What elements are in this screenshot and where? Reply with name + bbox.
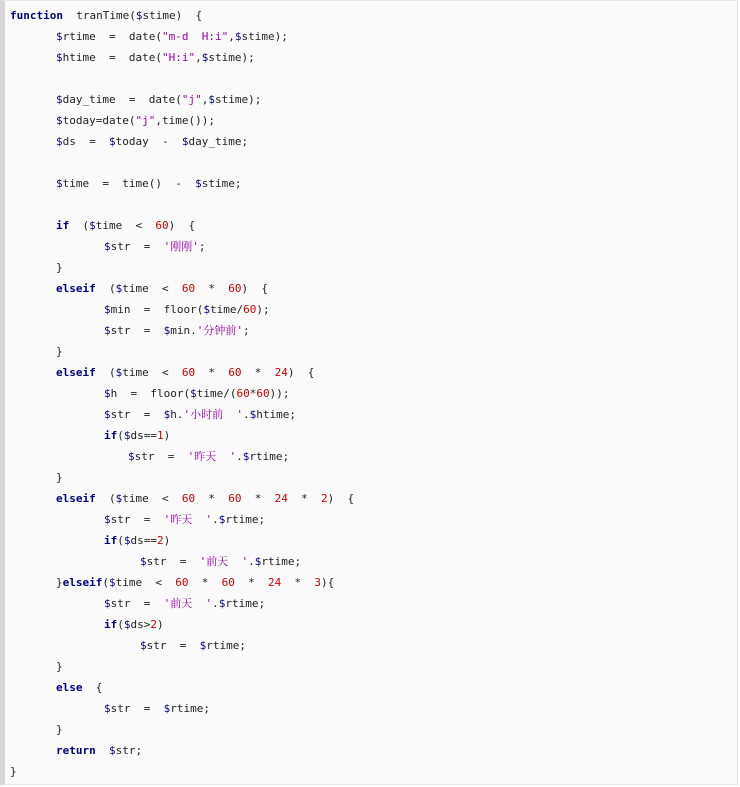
code-token: time/( xyxy=(196,387,237,400)
code-token: ds== xyxy=(130,534,157,547)
code-token: stime); xyxy=(241,30,288,43)
code-token: * xyxy=(195,492,229,505)
code-token: } xyxy=(56,660,63,673)
code-token: htime = date( xyxy=(62,51,162,64)
code-token: time/ xyxy=(209,303,244,316)
code-token: $ xyxy=(128,450,135,463)
code-token: 24 xyxy=(267,576,282,589)
code-token: if xyxy=(104,534,118,547)
code-token: elseif xyxy=(56,366,96,379)
code-token: )); xyxy=(269,387,290,400)
code-token: elseif xyxy=(56,282,96,295)
code-line xyxy=(56,89,261,110)
code-token: 1 xyxy=(157,429,164,442)
code-token: 60 xyxy=(236,387,250,400)
code-token: today=date( xyxy=(62,114,136,127)
code-token: time < xyxy=(122,282,182,295)
code-line xyxy=(104,383,289,404)
code-token: $ xyxy=(135,9,143,22)
code-token: rtime; xyxy=(261,555,302,568)
code-token: , xyxy=(228,30,235,43)
code-token: stime); xyxy=(214,93,262,106)
code-token: 60 xyxy=(228,282,242,295)
code-token: $ xyxy=(89,219,96,232)
code-token: h = floor( xyxy=(110,387,191,400)
code-token: $ xyxy=(218,597,226,610)
code-token: $ xyxy=(56,30,63,43)
code-token: $ xyxy=(115,366,123,379)
code-line xyxy=(56,47,255,68)
code-token: ( xyxy=(102,576,109,589)
code-token: ( xyxy=(117,618,124,631)
code-line xyxy=(56,740,142,761)
code-token: stime; xyxy=(201,177,242,190)
code-token: $ xyxy=(104,702,111,715)
code-token: $ xyxy=(201,51,209,64)
code-token: $ xyxy=(56,135,63,148)
code-token: '前天 ' xyxy=(199,555,249,568)
code-token: ( xyxy=(95,492,116,505)
code-token: $ xyxy=(108,135,116,148)
code-token: ; xyxy=(198,240,206,253)
code-token: time < xyxy=(122,492,182,505)
code-token: 60 xyxy=(155,219,169,232)
code-token: * xyxy=(188,576,222,589)
code-token: str = xyxy=(146,639,200,652)
code-token: str = xyxy=(110,702,164,715)
code-token: } xyxy=(56,261,63,274)
code-token: str = xyxy=(110,408,164,421)
code-token: 60 xyxy=(228,492,242,505)
code-token: if xyxy=(104,429,118,442)
code-token: "m-d H:i" xyxy=(161,30,229,43)
code-line xyxy=(56,362,314,383)
code-token: $ xyxy=(242,450,250,463)
code-token: $ xyxy=(123,618,131,631)
code-token: rtime; xyxy=(170,702,210,715)
code-token: if xyxy=(104,618,118,631)
code-token: today - xyxy=(115,135,182,148)
code-token: 24 xyxy=(274,492,288,505)
code-token: str = xyxy=(110,513,164,526)
code-token: "j" xyxy=(135,114,156,127)
code-token: . xyxy=(212,513,219,526)
code-line xyxy=(56,656,63,677)
code-token: 60 xyxy=(175,576,189,589)
code-token: time < xyxy=(115,576,176,589)
code-token: ) { xyxy=(327,492,355,505)
code-line xyxy=(10,761,17,782)
code-token: str; xyxy=(115,744,143,757)
code-line xyxy=(128,446,289,467)
code-token: * xyxy=(195,282,229,295)
code-line xyxy=(56,215,195,236)
code-token: time < xyxy=(122,366,182,379)
code-token: '刚刚' xyxy=(163,240,199,253)
code-token: 60 xyxy=(243,303,257,316)
code-token: $ xyxy=(56,51,63,64)
code-token: ); xyxy=(256,303,270,316)
code-line xyxy=(56,467,63,488)
code-token: ; xyxy=(242,324,250,337)
code-line xyxy=(140,635,246,656)
code-token: $ xyxy=(140,555,147,568)
code-token: min. xyxy=(170,324,197,337)
code-token: 2 xyxy=(150,618,157,631)
code-token: ds> xyxy=(130,618,151,631)
code-token: 60 xyxy=(221,576,235,589)
code-token: '小时前 ' xyxy=(183,408,243,421)
code-line xyxy=(104,530,170,551)
code-line xyxy=(56,131,248,152)
code-token: ( xyxy=(69,219,90,232)
code-token: '昨天 ' xyxy=(163,513,213,526)
code-line xyxy=(140,551,301,572)
code-token: * xyxy=(287,492,321,505)
code-token: . xyxy=(248,555,255,568)
code-token: , xyxy=(201,93,209,106)
code-line xyxy=(104,425,170,446)
code-token: $ xyxy=(104,513,111,526)
code-token: if xyxy=(56,219,70,232)
code-token: ) { xyxy=(241,282,268,295)
code-line xyxy=(104,404,296,425)
code-token: str = xyxy=(110,324,164,337)
code-token: rtime; xyxy=(225,597,266,610)
code-line xyxy=(10,5,202,26)
code-line xyxy=(104,236,205,257)
code-token: $ xyxy=(163,324,171,337)
code-token: return xyxy=(56,744,96,757)
code-line xyxy=(104,698,210,719)
code-token: $ xyxy=(104,408,111,421)
code-line xyxy=(56,677,102,698)
code-token: ) { xyxy=(287,366,315,379)
code-token: $ xyxy=(56,177,63,190)
code-token: 60 xyxy=(256,387,270,400)
code-token: ( xyxy=(95,282,116,295)
code-token: { xyxy=(82,681,103,694)
code-token: function xyxy=(10,9,63,22)
code-token: 60 xyxy=(181,492,196,505)
code-token: $ xyxy=(181,135,189,148)
code-token: rtime; xyxy=(249,450,290,463)
code-token: time < xyxy=(95,219,156,232)
code-token: * xyxy=(241,492,275,505)
code-token: 60 xyxy=(228,366,242,379)
code-token: } xyxy=(10,765,17,778)
code-token: day_time = date( xyxy=(62,93,182,106)
code-token: $ xyxy=(104,324,111,337)
code-token: $ xyxy=(163,702,171,715)
code-token: str = xyxy=(146,555,200,568)
code-token: ( xyxy=(95,366,116,379)
code-token: time = time() - xyxy=(62,177,196,190)
code-token: 60 xyxy=(181,282,196,295)
code-line xyxy=(56,257,63,278)
code-token: 24 xyxy=(274,366,288,379)
code-token: ) xyxy=(163,534,171,547)
code-token: tranTime( xyxy=(62,9,136,22)
code-token: * xyxy=(281,576,315,589)
code-token: ) xyxy=(163,429,171,442)
code-token: "H:i" xyxy=(161,51,196,64)
code-token: ){ xyxy=(320,576,335,589)
code-token: } xyxy=(56,471,63,484)
code-token: $ xyxy=(104,240,111,253)
code-token: , xyxy=(195,51,202,64)
code-line xyxy=(56,719,63,740)
code-token: day_time; xyxy=(188,135,249,148)
code-token: $ xyxy=(203,303,210,316)
code-token: ds = xyxy=(62,135,109,148)
code-token: } xyxy=(56,576,63,589)
code-token: $ xyxy=(104,387,111,400)
code-token: str = xyxy=(110,597,164,610)
code-token: '昨天 ' xyxy=(187,450,237,463)
code-token: * xyxy=(234,576,268,589)
code-token: $ xyxy=(109,576,116,589)
code-line xyxy=(104,593,265,614)
code-token: $ xyxy=(123,429,131,442)
code-token: } xyxy=(56,345,63,358)
code-token: rtime = date( xyxy=(62,30,162,43)
code-token: $ xyxy=(56,114,63,127)
code-line xyxy=(56,110,215,131)
code-token: rtime; xyxy=(225,513,266,526)
code-token: elseif xyxy=(56,492,96,505)
code-line xyxy=(56,488,354,509)
code-token: $ xyxy=(190,387,197,400)
code-token: elseif xyxy=(62,576,103,589)
code-token: $ xyxy=(115,282,123,295)
code-token: 2 xyxy=(157,534,164,547)
code-token: $ xyxy=(56,93,63,106)
code-token: ( xyxy=(117,429,124,442)
code-line xyxy=(56,572,334,593)
code-token: stime) { xyxy=(142,9,203,22)
code-token: else xyxy=(56,681,83,694)
code-token: '前天 ' xyxy=(163,597,213,610)
code-token: * xyxy=(241,366,275,379)
code-token: $ xyxy=(208,93,215,106)
code-token: "j" xyxy=(181,93,202,106)
code-token xyxy=(96,744,109,757)
code-token: $ xyxy=(109,744,116,757)
code-token: 60 xyxy=(181,366,196,379)
code-line xyxy=(56,26,288,47)
code-token: . xyxy=(236,450,243,463)
code-token: } xyxy=(56,723,63,736)
code-token: 2 xyxy=(320,492,328,505)
code-token: $ xyxy=(254,555,262,568)
code-token: $ xyxy=(199,639,207,652)
code-token: $ xyxy=(234,30,242,43)
code-token: h. xyxy=(170,408,184,421)
code-line xyxy=(56,341,63,362)
code-token: $ xyxy=(195,177,202,190)
code-token: . xyxy=(242,408,250,421)
code-token: $ xyxy=(163,408,171,421)
code-token: $ xyxy=(115,492,123,505)
code-line xyxy=(56,173,241,194)
code-token: $ xyxy=(140,639,147,652)
code-line xyxy=(104,614,164,635)
code-token: rtime; xyxy=(206,639,246,652)
code-token: * xyxy=(195,366,229,379)
code-line xyxy=(104,509,265,530)
code-line xyxy=(104,320,250,341)
code-token: min = floor( xyxy=(110,303,204,316)
code-token: ( xyxy=(117,534,124,547)
code-token: $ xyxy=(104,303,111,316)
code-token: $ xyxy=(123,534,131,547)
code-token: $ xyxy=(249,408,257,421)
code-token: 3 xyxy=(314,576,321,589)
code-line xyxy=(104,299,270,320)
code-token: ,time()); xyxy=(155,114,215,127)
code-token: ) { xyxy=(168,219,196,232)
code-token: $ xyxy=(104,597,111,610)
code-token: $ xyxy=(218,513,226,526)
code-token: . xyxy=(212,597,219,610)
code-token: htime; xyxy=(256,408,296,421)
code-token: * xyxy=(249,387,257,400)
code-token: stime); xyxy=(208,51,255,64)
code-token: ) xyxy=(157,618,164,631)
code-token: str = xyxy=(110,240,164,253)
code-token: str = xyxy=(134,450,188,463)
code-token: '分钟前' xyxy=(196,324,243,337)
code-line xyxy=(56,278,268,299)
code-token: ds== xyxy=(130,429,157,442)
